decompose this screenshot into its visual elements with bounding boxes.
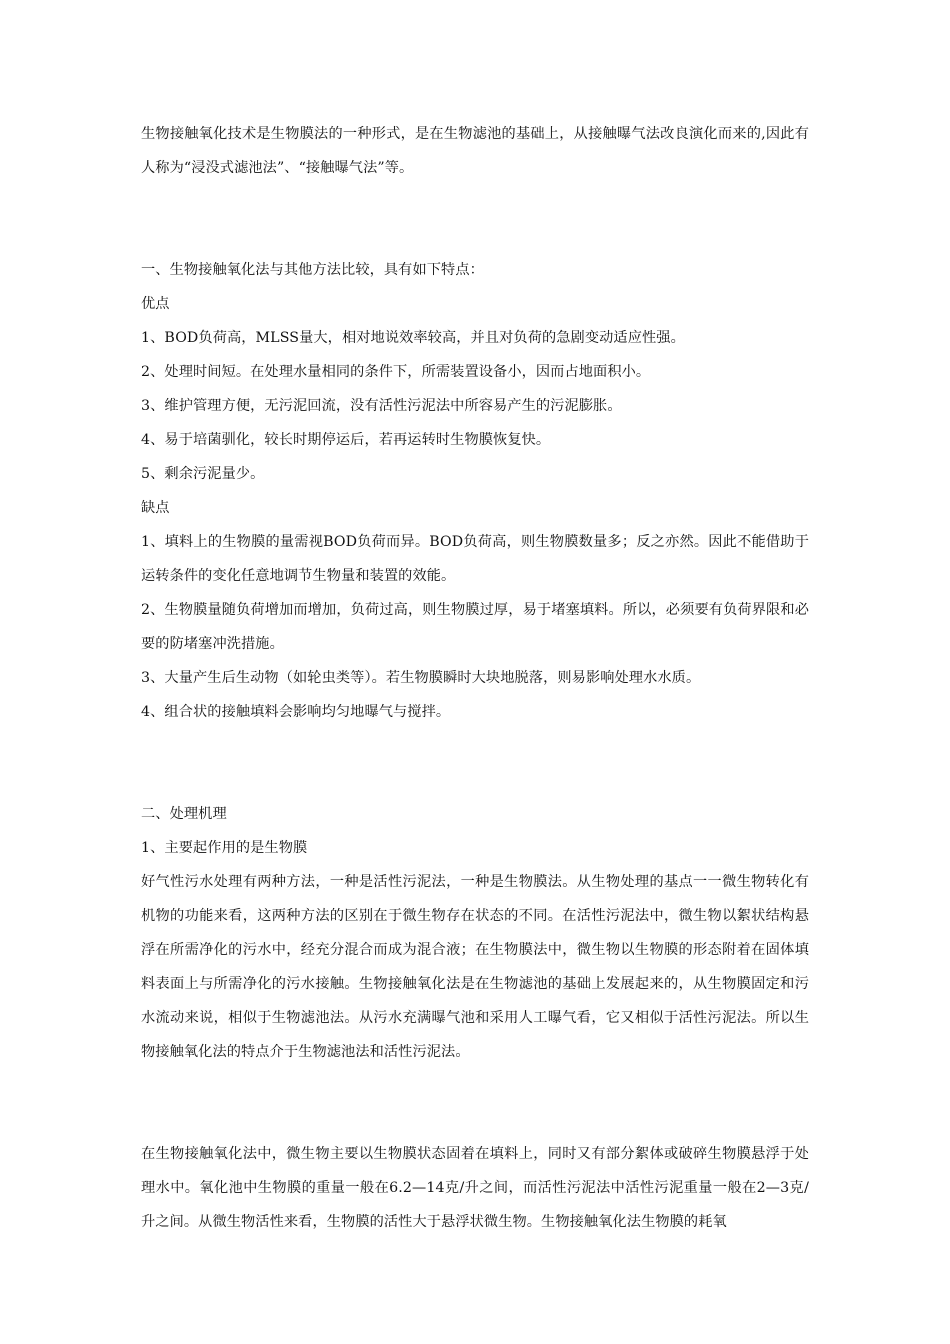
section2-heading: 二、处理机理 xyxy=(141,806,227,822)
pros-label: 优点 xyxy=(141,296,170,312)
pros-item-2: 2、处理时间短。在处理水量相同的条件下，所需装置设备小，因而占地面积小。 xyxy=(141,364,651,380)
spacer xyxy=(141,729,809,797)
cons-item-4: 4、组合状的接触填料会影响均匀地曝气与搅拌。 xyxy=(141,704,451,720)
intro-paragraph: 生物接触氧化技术是生物膜法的一种形式，是在生物滤池的基础上，从接触曝气法改良演化而来的,因此有人称为“浸没式滤池法”、“接触曝气法”等。 xyxy=(141,126,809,176)
pros-item-5: 5、剩余污泥量少。 xyxy=(141,466,265,482)
document-page xyxy=(141,117,809,1239)
cons-item-3: 3、大量产生后生动物（如轮虫类等）。若生物膜瞬时大块地脱落，则易影响处理水水质。 xyxy=(141,670,701,686)
pros-item-4: 4、易于培菌驯化，较长时期停运后，若再运转时生物膜恢复快。 xyxy=(141,432,551,448)
pros-item-3: 3、维护管理方便，无污泥回流，没有活性污泥法中所容易产生的污泥膨胀。 xyxy=(141,398,622,414)
cons-item-1: 1、填料上的生物膜的量需视BOD负荷而异。BOD负荷高，则生物膜数量多；反之亦然。因此不能借助于运转条件的变化任意地调节生物量和装置的效能。 xyxy=(141,534,809,584)
cons-item-2: 2、生物膜量随负荷增加而增加，负荷过高，则生物膜过厚，易于堵塞填料。所以，必须要有负荷界限和必要的防堵塞冲洗措施。 xyxy=(141,602,809,652)
cons-label: 缺点 xyxy=(141,500,170,516)
pros-item-1: 1、BOD负荷高，MLSS量大，相对地说效率较高，并且对负荷的急剧变动适应性强。 xyxy=(141,330,685,346)
section1-heading: 一、生物接触氧化法与其他方法比较，具有如下特点： xyxy=(141,262,484,278)
section2-subheading: 1、主要起作用的是生物膜 xyxy=(141,840,308,856)
spacer xyxy=(141,185,809,253)
section2-body: 好气性污水处理有两种方法，一种是活性污泥法，一种是生物膜法。从生物处理的基点一一微生物转化有机物的功能来看，这两种方法的区别在于微生物存在状态的不同。在活性污泥法中，微生物以絮状结构悬浮在所需净化的污水中，经充分混合而成为混合液；在生物膜法中，微生物以生物膜的形态附着在固体填料表面上与所需净化的污水接触。生物接触氧化法是在生物滤池的基础上发展起来的，从生物膜固定和污水流动来说，相似于生物滤池法。从污水充满曝气池和采用人工曝气看，它又相似于活性污泥法。所以生物接触氧化法的特点介于生物滤池法和活性污泥法。 xyxy=(141,874,809,1060)
spacer xyxy=(141,1069,809,1137)
section2-body-continued: 在生物接触氧化法中，微生物主要以生物膜状态固着在填料上，同时又有部分絮体或破碎生物膜悬浮于处理水中。氧化池中生物膜的重量一般在6.2—14克/升之间，而活性污泥法中活性污泥重量一般在2—3克/升之间。从微生物活性来看，生物膜的活性大于悬浮状微生物。生物接触氧化法生物膜的耗氧 xyxy=(141,1146,809,1230)
